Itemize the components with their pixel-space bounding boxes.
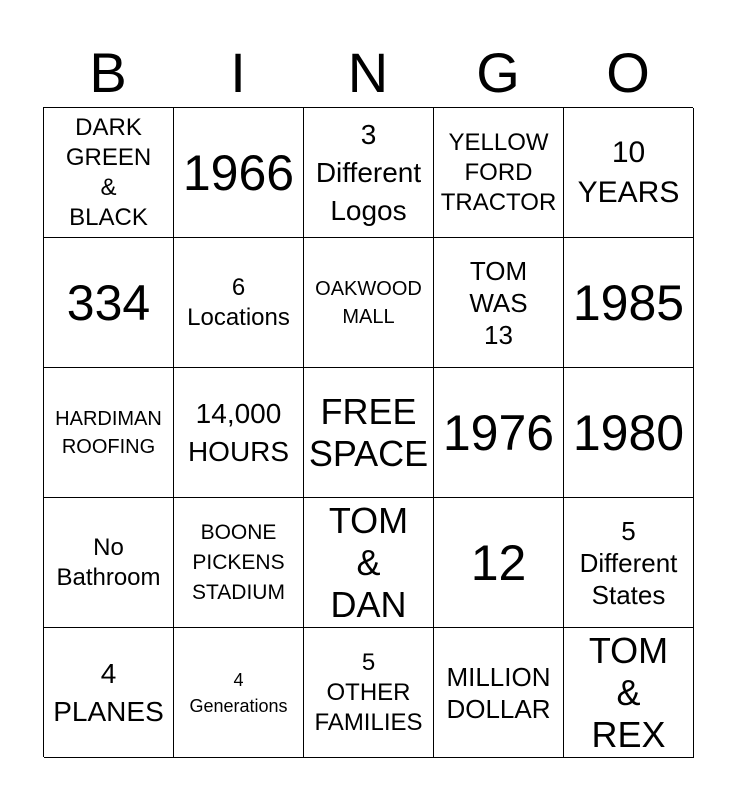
cell-text: OAKWOOD MALL xyxy=(315,277,422,328)
header-letter-b: B xyxy=(89,41,127,104)
header-letter-i: I xyxy=(230,41,246,104)
cell-text: 5 OTHER FAMILIES xyxy=(314,648,423,736)
bingo-cell[interactable] xyxy=(434,498,564,628)
bingo-cell[interactable] xyxy=(434,108,564,238)
cell-text: 3 Different Logos xyxy=(315,118,422,226)
bingo-header xyxy=(43,38,693,108)
bingo-cell[interactable] xyxy=(434,238,564,368)
free-space-cell[interactable] xyxy=(304,368,434,498)
cell-text: MILLION DOLLAR xyxy=(446,661,551,724)
cell-text: 6 Locations xyxy=(187,273,290,331)
bingo-cell[interactable] xyxy=(174,108,304,238)
cell-text: DARK GREEN & BLACK xyxy=(65,113,152,231)
cell-text: TOM & DAN xyxy=(328,499,409,625)
cell-text: HARDIMAN ROOFING xyxy=(55,407,162,458)
bingo-cell[interactable] xyxy=(564,108,694,238)
header-letter-g: G xyxy=(476,41,520,104)
cell-text: 1980 xyxy=(572,404,685,461)
cell-text: TOM WAS 13 xyxy=(469,255,528,350)
cell-text: FREE SPACE xyxy=(308,390,429,474)
bingo-cell[interactable] xyxy=(174,628,304,758)
bingo-cell[interactable] xyxy=(434,628,564,758)
cell-text: 1985 xyxy=(572,274,685,331)
cell-text: No Bathroom xyxy=(56,533,161,591)
bingo-cell[interactable] xyxy=(564,368,694,498)
bingo-card-grid xyxy=(43,107,693,757)
cell-text: 334 xyxy=(66,274,151,331)
cell-text: YELLOW FORD TRACTOR xyxy=(440,128,557,216)
bingo-cell[interactable] xyxy=(564,238,694,368)
bingo-cell[interactable] xyxy=(44,368,174,498)
cell-text: 1966 xyxy=(182,144,295,201)
bingo-cell[interactable] xyxy=(44,238,174,368)
bingo-cell[interactable] xyxy=(304,628,434,758)
bingo-cell[interactable] xyxy=(44,108,174,238)
bingo-cell[interactable] xyxy=(564,498,694,628)
bingo-cell[interactable] xyxy=(174,498,304,628)
bingo-cell[interactable] xyxy=(44,498,174,628)
cell-text: 1976 xyxy=(442,404,555,461)
cell-text: 4 Generations xyxy=(189,669,288,716)
cell-text: 10 YEARS xyxy=(577,135,680,209)
cell-text: 14,000 HOURS xyxy=(187,397,290,467)
bingo-cell[interactable] xyxy=(304,108,434,238)
bingo-cell[interactable] xyxy=(434,368,564,498)
bingo-cell[interactable] xyxy=(304,498,434,628)
header-letter-n: N xyxy=(347,41,389,104)
bingo-cell[interactable] xyxy=(304,238,434,368)
header-letter-o: O xyxy=(606,41,650,104)
cell-text: TOM & REX xyxy=(588,629,669,755)
cell-text: 5 Different States xyxy=(579,515,678,610)
cell-text: BOONE PICKENS STADIUM xyxy=(192,520,285,604)
bingo-cell[interactable] xyxy=(174,368,304,498)
bingo-cell[interactable] xyxy=(44,628,174,758)
cell-text: 12 xyxy=(470,534,527,591)
cell-text: 4 PLANES xyxy=(53,657,164,727)
bingo-cell[interactable] xyxy=(564,628,694,758)
bingo-cell[interactable] xyxy=(174,238,304,368)
